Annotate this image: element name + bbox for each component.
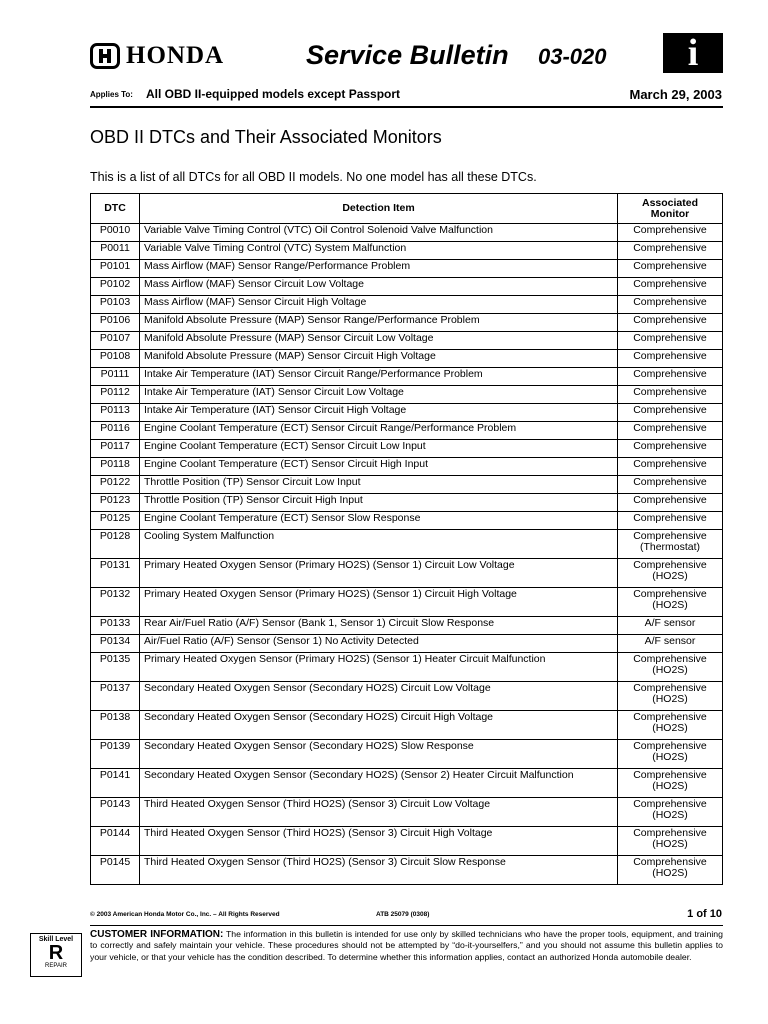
associated-monitor	[618, 296, 723, 314]
monitor-name: Comprehensive	[633, 494, 707, 506]
dtc-code: P0138	[91, 711, 140, 740]
detection-item: Manifold Absolute Pressure (MAP) Sensor Circuit Low Voltage	[140, 332, 618, 350]
detection-item: Intake Air Temperature (IAT) Sensor Circuit Low Voltage	[140, 386, 618, 404]
monitor-name: Comprehensive	[633, 224, 707, 236]
associated-monitor	[618, 278, 723, 296]
page-number: 1 of 10	[687, 908, 722, 920]
detection-item: Engine Coolant Temperature (ECT) Sensor Circuit Range/Performance Problem	[140, 422, 618, 440]
table-row	[91, 458, 723, 476]
monitor-name: Comprehensive	[633, 682, 707, 694]
monitor-name: Comprehensive	[633, 827, 707, 839]
dtc-code: P0144	[91, 827, 140, 856]
monitor-name: Comprehensive	[633, 588, 707, 600]
associated-monitor	[618, 386, 723, 404]
associated-monitor	[618, 827, 723, 856]
table-row	[91, 278, 723, 296]
dtc-code: P0102	[91, 278, 140, 296]
table-row	[91, 588, 723, 617]
detection-item: Secondary Heated Oxygen Sensor (Secondary HO2S) Slow Response	[140, 740, 618, 769]
dtc-code: P0122	[91, 476, 140, 494]
table-row	[91, 635, 723, 653]
associated-monitor	[618, 856, 723, 885]
monitor-subtype: (HO2S)	[652, 867, 688, 879]
skill-level-letter: R	[48, 942, 64, 964]
monitor-name: Comprehensive	[633, 512, 707, 524]
monitor-subtype: (HO2S)	[652, 780, 688, 792]
table-row	[91, 224, 723, 242]
monitor-subtype: (HO2S)	[652, 838, 688, 850]
detection-item: Throttle Position (TP) Sensor Circuit Low Input	[140, 476, 618, 494]
monitor-name: Comprehensive	[633, 314, 707, 326]
associated-monitor	[618, 404, 723, 422]
associated-monitor	[618, 422, 723, 440]
detection-item: Third Heated Oxygen Sensor (Third HO2S) (Sensor 3) Circuit Low Voltage	[140, 798, 618, 827]
intro-text: This is a list of all DTCs for all OBD II models. No one model has all these DTCs.	[90, 170, 537, 184]
monitor-name: Comprehensive	[633, 278, 707, 290]
monitor-subtype: (HO2S)	[652, 693, 688, 705]
monitor-name: Comprehensive	[633, 476, 707, 488]
associated-monitor	[618, 242, 723, 260]
dtc-code: P0112	[91, 386, 140, 404]
associated-monitor	[618, 711, 723, 740]
detection-item: Primary Heated Oxygen Sensor (Primary HO2S) (Sensor 1) Circuit High Voltage	[140, 588, 618, 617]
table-header-row	[91, 194, 723, 224]
column-header-detection-item: Detection Item	[140, 194, 618, 224]
monitor-subtype: (HO2S)	[652, 751, 688, 763]
monitor-subtype: (HO2S)	[652, 570, 688, 582]
table-row	[91, 798, 723, 827]
associated-monitor	[618, 559, 723, 588]
dtc-code: P0113	[91, 404, 140, 422]
customer-information	[90, 929, 723, 963]
detection-item: Variable Valve Timing Control (VTC) Oil Control Solenoid Valve Malfunction	[140, 224, 618, 242]
table-row	[91, 242, 723, 260]
detection-item: Mass Airflow (MAF) Sensor Circuit High Voltage	[140, 296, 618, 314]
brand-name: HONDA	[126, 42, 225, 69]
table-row	[91, 350, 723, 368]
table-row	[91, 440, 723, 458]
associated-monitor	[618, 350, 723, 368]
monitor-name: Comprehensive	[633, 260, 707, 272]
table-row	[91, 476, 723, 494]
monitor-name: A/F sensor	[644, 617, 696, 629]
honda-logo	[90, 42, 224, 70]
info-icon: i	[663, 33, 723, 73]
monitor-name: Comprehensive	[633, 422, 707, 434]
detection-item: Secondary Heated Oxygen Sensor (Secondary HO2S) (Sensor 2) Heater Circuit Malfunction	[140, 769, 618, 798]
table-row	[91, 856, 723, 885]
associated-monitor	[618, 653, 723, 682]
associated-monitor	[618, 476, 723, 494]
detection-item: Intake Air Temperature (IAT) Sensor Circuit Range/Performance Problem	[140, 368, 618, 386]
monitor-name: Comprehensive	[633, 711, 707, 723]
associated-monitor	[618, 635, 723, 653]
associated-monitor	[618, 494, 723, 512]
monitor-name: Comprehensive	[633, 350, 707, 362]
detection-item: Secondary Heated Oxygen Sensor (Secondary HO2S) Circuit Low Voltage	[140, 682, 618, 711]
monitor-name: Comprehensive	[633, 530, 707, 542]
table-row	[91, 827, 723, 856]
dtc-code: P0132	[91, 588, 140, 617]
table-row	[91, 404, 723, 422]
detection-item: Manifold Absolute Pressure (MAP) Sensor Circuit High Voltage	[140, 350, 618, 368]
detection-item: Throttle Position (TP) Sensor Circuit High Input	[140, 494, 618, 512]
detection-item: Air/Fuel Ratio (A/F) Sensor (Sensor 1) No Activity Detected	[140, 635, 618, 653]
detection-item: Third Heated Oxygen Sensor (Third HO2S) (Sensor 3) Circuit High Voltage	[140, 827, 618, 856]
detection-item: Primary Heated Oxygen Sensor (Primary HO2S) (Sensor 1) Heater Circuit Malfunction	[140, 653, 618, 682]
detection-item: Manifold Absolute Pressure (MAP) Sensor Range/Performance Problem	[140, 314, 618, 332]
dtc-code: P0145	[91, 856, 140, 885]
monitor-name: Comprehensive	[633, 798, 707, 810]
monitor-name: Comprehensive	[633, 296, 707, 308]
monitor-subtype: (Thermostat)	[639, 541, 701, 553]
monitor-name: Comprehensive	[633, 440, 707, 452]
associated-monitor	[618, 332, 723, 350]
dtc-code: P0106	[91, 314, 140, 332]
associated-monitor	[618, 682, 723, 711]
table-row	[91, 559, 723, 588]
detection-item: Engine Coolant Temperature (ECT) Sensor Circuit High Input	[140, 458, 618, 476]
table-row	[91, 368, 723, 386]
monitor-name: Comprehensive	[633, 458, 707, 470]
detection-item: Secondary Heated Oxygen Sensor (Secondary HO2S) Circuit High Voltage	[140, 711, 618, 740]
associated-monitor	[618, 314, 723, 332]
detection-item: Variable Valve Timing Control (VTC) System Malfunction	[140, 242, 618, 260]
dtc-code: P0135	[91, 653, 140, 682]
detection-item: Intake Air Temperature (IAT) Sensor Circuit High Voltage	[140, 404, 618, 422]
dtc-code: P0143	[91, 798, 140, 827]
table-row	[91, 617, 723, 635]
monitor-name: Comprehensive	[633, 559, 707, 571]
dtc-code: P0128	[91, 530, 140, 559]
bulletin-number: 03-020	[538, 44, 607, 69]
dtc-code: P0139	[91, 740, 140, 769]
dtc-code: P0107	[91, 332, 140, 350]
dtc-code: P0010	[91, 224, 140, 242]
dtc-code: P0101	[91, 260, 140, 278]
monitor-name: Comprehensive	[633, 653, 707, 665]
detection-item: Primary Heated Oxygen Sensor (Primary HO2S) (Sensor 1) Circuit Low Voltage	[140, 559, 618, 588]
table-row	[91, 682, 723, 711]
table-row	[91, 422, 723, 440]
table-row	[91, 386, 723, 404]
associated-monitor	[618, 798, 723, 827]
dtc-code: P0118	[91, 458, 140, 476]
applies-to-label: Applies To:	[90, 90, 133, 99]
dtc-code: P0137	[91, 682, 140, 711]
skill-level-repair: REPAIR	[45, 963, 67, 969]
customer-info-label: CUSTOMER INFORMATION:	[90, 929, 224, 940]
associated-monitor	[618, 260, 723, 278]
customer-info-text: The information in this bulletin is intended for use only by skilled technicians who have the proper tools, equipment, and training to correctly and safely maintain your vehicle. These procedures should not be attempted by “do-it-yourselfers,” and you should not assume this bulletin applies to your vehicle, or that your vehicle has the condition described. To determine whether this information applies, contact an authorized Honda automobile dealer.	[90, 929, 723, 962]
table-row	[91, 296, 723, 314]
dtc-code: P0141	[91, 769, 140, 798]
detection-item: Third Heated Oxygen Sensor (Third HO2S) (Sensor 3) Circuit Slow Response	[140, 856, 618, 885]
detection-item: Engine Coolant Temperature (ECT) Sensor Slow Response	[140, 512, 618, 530]
table-row	[91, 769, 723, 798]
table-row	[91, 512, 723, 530]
monitor-name: Comprehensive	[633, 404, 707, 416]
monitor-subtype: (HO2S)	[652, 722, 688, 734]
detection-item: Engine Coolant Temperature (ECT) Sensor Circuit Low Input	[140, 440, 618, 458]
header-divider	[90, 106, 723, 108]
dtc-code: P0125	[91, 512, 140, 530]
applies-to-value: All OBD II-equipped models except Passport	[146, 87, 401, 101]
table-row	[91, 711, 723, 740]
skill-level-label: Skill Level	[38, 936, 74, 943]
associated-monitor	[618, 530, 723, 559]
dtc-code: P0116	[91, 422, 140, 440]
bulletin-title: Service Bulletin	[306, 40, 509, 70]
associated-monitor	[618, 458, 723, 476]
honda-h-icon	[90, 43, 120, 69]
monitor-name: A/F sensor	[644, 635, 696, 647]
dtc-code: P0111	[91, 368, 140, 386]
footer-divider	[90, 925, 723, 926]
table-row	[91, 314, 723, 332]
associated-monitor	[618, 617, 723, 635]
table-row	[91, 494, 723, 512]
monitor-subtype: (HO2S)	[652, 599, 688, 611]
monitor-subtype: (HO2S)	[652, 809, 688, 821]
monitor-name: Comprehensive	[633, 740, 707, 752]
associated-monitor	[618, 440, 723, 458]
monitor-name: Comprehensive	[633, 386, 707, 398]
column-header-dtc: DTC	[91, 194, 140, 224]
monitor-name: Comprehensive	[633, 332, 707, 344]
monitor-subtype: (HO2S)	[652, 664, 688, 676]
associated-monitor	[618, 224, 723, 242]
table-row	[91, 653, 723, 682]
dtc-code: P0011	[91, 242, 140, 260]
dtc-code: P0134	[91, 635, 140, 653]
associated-monitor	[618, 740, 723, 769]
monitor-name: Comprehensive	[633, 368, 707, 380]
dtc-code: P0103	[91, 296, 140, 314]
copyright-notice: © 2003 American Honda Motor Co., Inc. – All Rights Reserved	[90, 911, 280, 918]
associated-monitor	[618, 512, 723, 530]
dtc-code: P0131	[91, 559, 140, 588]
table-row	[91, 332, 723, 350]
dtc-table	[90, 193, 723, 885]
table-row	[91, 260, 723, 278]
column-header-associated-monitor: Associated Monitor	[618, 194, 723, 224]
table-row	[91, 740, 723, 769]
table-row	[91, 530, 723, 559]
dtc-code: P0123	[91, 494, 140, 512]
atb-number: ATB 25079 (0308)	[376, 911, 430, 918]
monitor-name: Comprehensive	[633, 769, 707, 781]
detection-item: Rear Air/Fuel Ratio (A/F) Sensor (Bank 1, Sensor 1) Circuit Slow Response	[140, 617, 618, 635]
detection-item: Mass Airflow (MAF) Sensor Circuit Low Voltage	[140, 278, 618, 296]
skill-level-badge	[30, 933, 82, 977]
dtc-code: P0117	[91, 440, 140, 458]
section-title: OBD II DTCs and Their Associated Monitors	[90, 127, 442, 147]
dtc-code: P0108	[91, 350, 140, 368]
detection-item: Mass Airflow (MAF) Sensor Range/Performance Problem	[140, 260, 618, 278]
dtc-code: P0133	[91, 617, 140, 635]
detection-item: Cooling System Malfunction	[140, 530, 618, 559]
associated-monitor	[618, 769, 723, 798]
monitor-name: Comprehensive	[633, 242, 707, 254]
associated-monitor	[618, 588, 723, 617]
associated-monitor	[618, 368, 723, 386]
bulletin-date: March 29, 2003	[629, 87, 722, 102]
monitor-name: Comprehensive	[633, 856, 707, 868]
